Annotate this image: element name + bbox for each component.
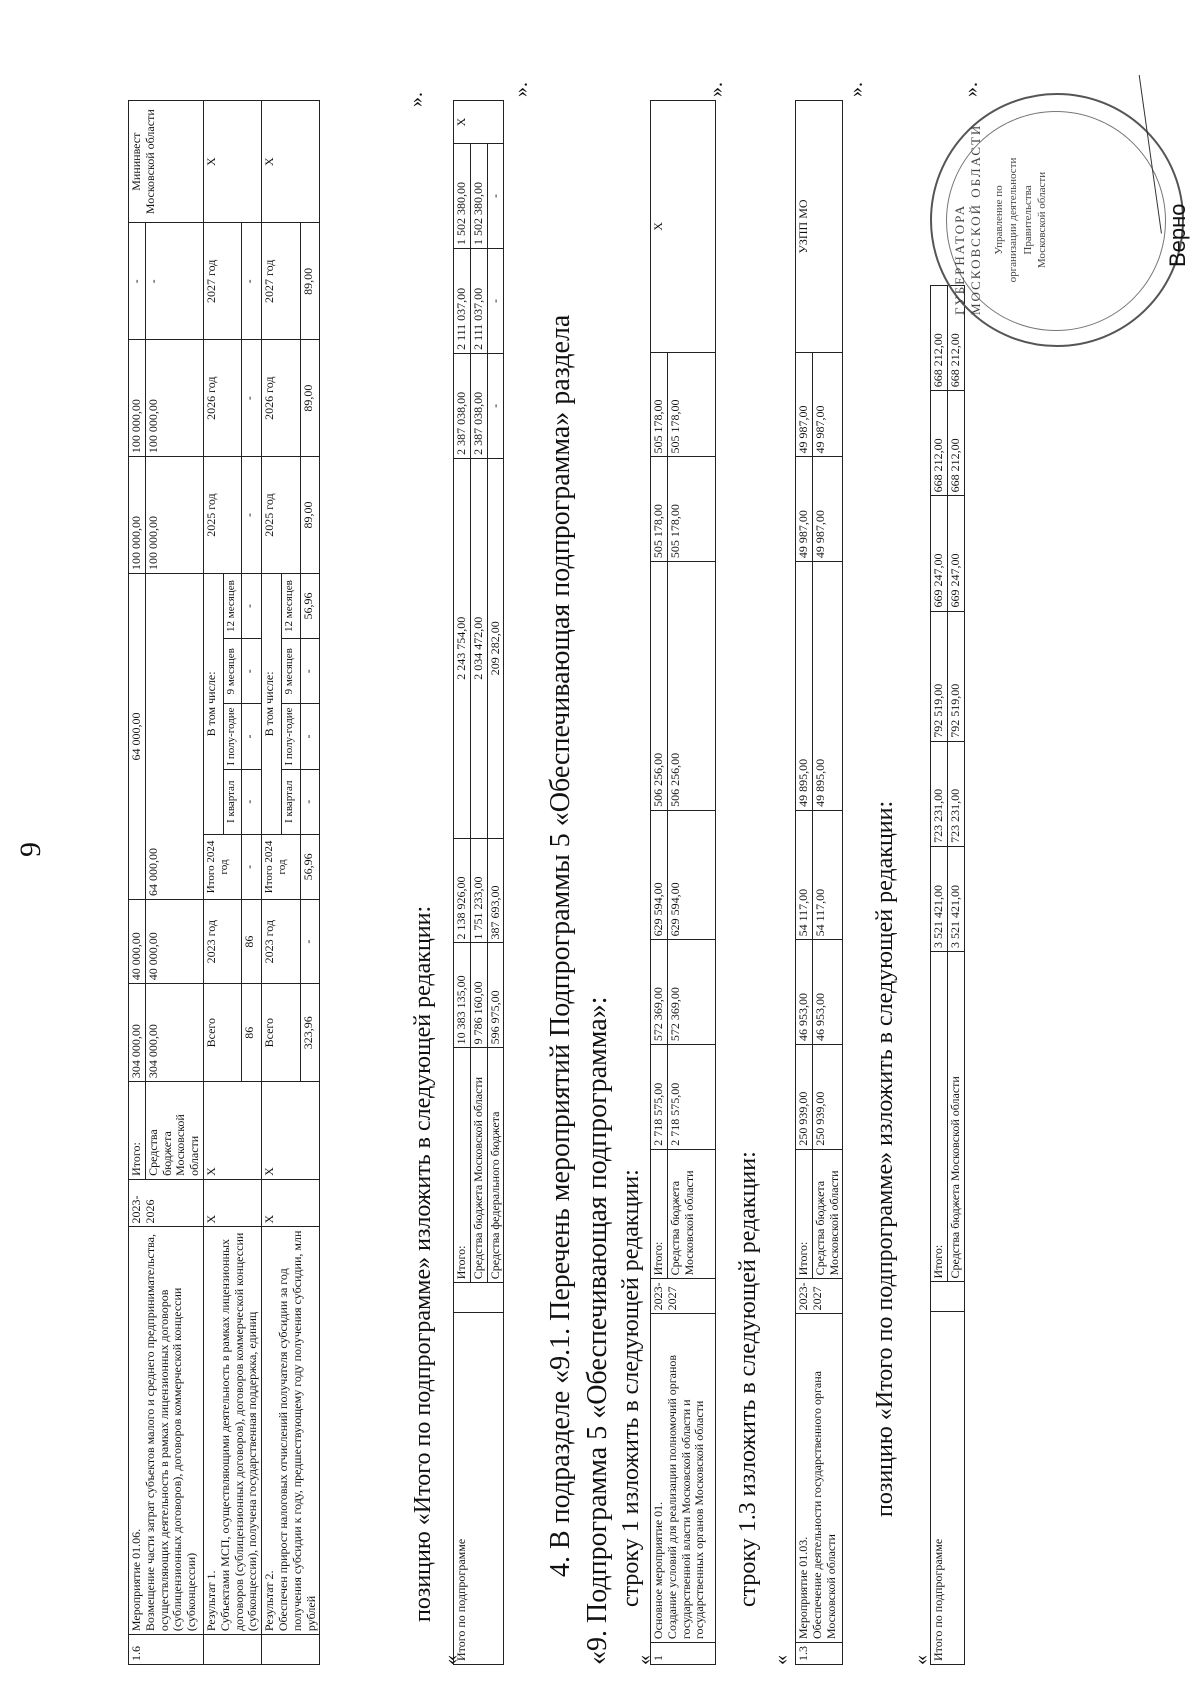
value-cell: -	[242, 704, 262, 769]
header-cell: 2023 год	[203, 900, 241, 984]
value-cell: 629 594,00	[651, 810, 668, 940]
measure-name: Основное мероприятие 01. Создание условий для реализации полномочий органов государственной власти Московской области и государственных органов Московской области	[651, 1314, 716, 1643]
value-cell: 10 383 135,00	[454, 943, 471, 1048]
value-cell: 86	[242, 900, 262, 984]
source-total: Итого:	[129, 1082, 146, 1180]
value-cell: 2 034 472,00	[470, 458, 487, 838]
instruction-text: «9. Подпрограмма 5 «Обеспечивающая подпрограмма»:	[582, 996, 613, 1665]
value-cell: 49 987,00	[812, 457, 843, 562]
closing-quote: ».	[705, 82, 727, 97]
value-cell: 572 369,00	[667, 940, 715, 1045]
value-cell: -	[300, 704, 320, 769]
value-cell: 505 178,00	[651, 457, 668, 562]
header-cell: В том числе:	[262, 573, 282, 834]
header-cell: 2027 год	[262, 223, 300, 340]
value-cell: 668 212,00	[931, 391, 948, 496]
source-cell: Средства бюджета Московской области	[470, 1048, 487, 1283]
value-cell: 56,96	[300, 573, 320, 638]
value-cell: 1 502 380,00	[470, 144, 487, 249]
value-cell: -	[129, 223, 146, 340]
x-mark: X	[454, 101, 504, 144]
x-mark: X	[262, 1082, 320, 1180]
value-cell: 505 178,00	[667, 457, 715, 562]
value-cell: 2 243 754,00	[454, 458, 471, 838]
instruction-text: 4. В подразделе «9.1. Перечень мероприятий Подпрограммы 5 «Обеспечивающая подпрограмма» раздела	[545, 314, 576, 1577]
value-cell: 250 939,00	[812, 1045, 843, 1150]
value-cell: 49 895,00	[812, 562, 843, 811]
period: 2023- 2026	[129, 1179, 204, 1227]
value-cell: -	[145, 223, 203, 340]
value-cell: 723 231,00	[931, 741, 948, 846]
stamp-inner-text: Управление по организации деятельности Правительства Московской области	[993, 157, 1048, 283]
value-cell: 100 000,00	[145, 340, 203, 457]
value-cell: 323,96	[300, 984, 320, 1082]
responsible: УЗПП МО	[796, 101, 843, 353]
value-cell: -	[487, 353, 504, 458]
x-mark: X	[203, 1179, 261, 1227]
table-measure-01-06	[128, 100, 320, 1665]
table-main-measure-01	[650, 100, 716, 1665]
header-cell: 12 месяцев	[223, 573, 241, 638]
value-cell: 64 000,00	[129, 573, 146, 899]
value-cell: 2 387 038,00	[470, 353, 487, 458]
value-cell: -	[300, 769, 320, 834]
value-cell: 506 256,00	[651, 562, 668, 811]
value-cell: -	[242, 223, 262, 340]
header-cell: 9 месяцев	[223, 639, 241, 704]
value-cell: 2 718 575,00	[667, 1045, 715, 1150]
value-cell: 669 247,00	[947, 496, 964, 611]
value-cell: -	[242, 340, 262, 457]
opening-quote: «	[770, 1655, 792, 1665]
value-cell: 668 212,00	[931, 286, 948, 391]
header-cell: 2026 год	[203, 340, 241, 457]
value-cell: 46 953,00	[796, 940, 813, 1045]
value-cell: 54 117,00	[796, 810, 813, 939]
source-cell: Средства бюджета Московской области	[947, 952, 964, 1282]
value-cell: 64 000,00	[145, 573, 203, 899]
value-cell: -	[487, 144, 504, 249]
page-number: 9	[14, 842, 47, 857]
value-cell: 669 247,00	[931, 496, 948, 611]
header-cell: 9 месяцев	[282, 639, 300, 704]
source-cell: Итого:	[651, 1149, 668, 1279]
value-cell: 387 693,00	[487, 838, 504, 943]
certified-label: Верно	[1165, 203, 1190, 267]
x-mark: X	[203, 1082, 261, 1180]
source-cell: Итого:	[796, 1149, 813, 1279]
table-row	[931, 286, 948, 1665]
value-cell: 304 000,00	[129, 984, 146, 1082]
value-cell: 89,00	[300, 457, 320, 574]
closing-quote: ».	[405, 92, 427, 107]
value-cell: 86	[242, 984, 262, 1082]
value-cell: 2 111 037,00	[470, 248, 487, 353]
result-2-name: Результат 2. Обеспечен прирост налоговых отчислений получателя субсидии за год получения субсидии к году, предшествующему году получения субсидии, млн рублей	[262, 1227, 320, 1635]
value-cell: 54 117,00	[812, 810, 843, 939]
table-row	[454, 101, 471, 1665]
x-mark: X	[262, 101, 320, 223]
closing-quote: ».	[960, 82, 982, 97]
source-mo: Средства бюджета Московской области	[145, 1082, 203, 1180]
source-cell: Итого:	[454, 1048, 471, 1283]
period: 2023- 2027	[796, 1279, 843, 1314]
value-cell: 506 256,00	[667, 562, 715, 811]
value-cell: 505 178,00	[651, 352, 668, 457]
value-cell: 2 138 926,00	[454, 838, 471, 943]
opening-quote: «	[910, 1655, 932, 1665]
source-cell: Средства бюджета Московской области	[812, 1149, 843, 1279]
value-cell: 3 521 421,00	[931, 846, 948, 951]
value-cell: 2 718 575,00	[651, 1045, 668, 1150]
source-cell: Итого:	[931, 952, 948, 1282]
responsible: Мининвест Московской области	[129, 101, 204, 223]
value-cell: 629 594,00	[667, 810, 715, 940]
header-cell: 12 месяцев	[282, 573, 300, 638]
value-cell: 9 786 160,00	[470, 943, 487, 1048]
value-cell: 1 751 233,00	[470, 838, 487, 943]
value-cell: 572 369,00	[651, 940, 668, 1045]
header-cell: Итого 2024 год	[262, 834, 300, 899]
table-row	[262, 101, 282, 1665]
value-cell: 89,00	[300, 223, 320, 340]
value-cell: 792 519,00	[947, 611, 964, 741]
table-row	[796, 101, 813, 1665]
header-cell: I квартал	[282, 769, 300, 834]
value-cell: -	[242, 457, 262, 574]
table-row	[203, 101, 223, 1665]
value-cell: 100 000,00	[129, 457, 146, 574]
value-cell: -	[487, 248, 504, 353]
header-cell: Всего	[262, 984, 300, 1082]
value-cell: 668 212,00	[947, 286, 964, 391]
value-cell: 596 975,00	[487, 943, 504, 1048]
row-number: 1	[651, 1643, 716, 1665]
row-number: 1.6	[129, 1635, 204, 1665]
instruction-text: позицию «Итого по подпрограмме» изложить в следующей редакции:	[872, 800, 898, 1517]
value-cell: 209 282,00	[487, 458, 504, 838]
value-cell: -	[242, 639, 262, 704]
table-row	[129, 101, 146, 1665]
measure-name: Мероприятие 01.03. Обеспечение деятельности государственного органа Московской области	[796, 1314, 843, 1643]
result-1-name: Результат 1. Субъектами МСП, осуществляющими деятельность в рамках лицензионных договоров (сублицензионных договоров), договоров коммерческой концессии (субконцессии), получена государственная поддержка, единиц	[203, 1227, 261, 1635]
value-cell: -	[300, 639, 320, 704]
x-mark: X	[651, 101, 716, 353]
value-cell: 49 987,00	[796, 457, 813, 562]
value-cell: 100 000,00	[129, 340, 146, 457]
table-subprogram-total	[453, 100, 504, 1665]
period: 2023- 2027	[651, 1279, 716, 1314]
value-cell: 46 953,00	[812, 940, 843, 1045]
value-cell: 2 111 037,00	[454, 248, 471, 353]
value-cell: -	[242, 573, 262, 638]
header-cell: Итого 2024 год	[203, 834, 241, 899]
header-cell: 2027 год	[203, 223, 241, 340]
header-cell: 2025 год	[203, 457, 241, 574]
value-cell: 3 521 421,00	[947, 846, 964, 951]
header-cell: I квартал	[223, 769, 241, 834]
value-cell: 723 231,00	[947, 741, 964, 846]
row-number: 1.3	[796, 1643, 843, 1665]
header-cell: В том числе:	[203, 573, 223, 834]
table-subprogram-total-2	[930, 285, 965, 1665]
source-cell: Средства федерального бюджета	[487, 1048, 504, 1283]
instruction-text: строку 1 изложить в следующей редакции:	[618, 1169, 644, 1607]
row-label: Итого по подпрограмме	[454, 1313, 504, 1665]
value-cell: 40 000,00	[129, 900, 146, 984]
instruction-text: строку 1.3 изложить в следующей редакции:	[735, 1151, 761, 1607]
header-cell: 2023 год	[262, 900, 300, 984]
table-measure-01-03	[795, 100, 843, 1665]
header-cell: I полу-годие	[282, 704, 300, 769]
row-label: Итого по подпрограмме	[931, 1312, 965, 1665]
value-cell: 668 212,00	[947, 391, 964, 496]
value-cell: 792 519,00	[931, 611, 948, 741]
source-cell: Средства бюджета Московской области	[667, 1149, 715, 1279]
instruction-text: позицию «Итого по подпрограмме» изложить в следующей редакции:	[410, 905, 436, 1622]
header-cell: 2026 год	[262, 340, 300, 457]
value-cell: 505 178,00	[667, 352, 715, 457]
value-cell: -	[300, 900, 320, 984]
x-mark: X	[203, 101, 261, 223]
value-cell: 49 895,00	[796, 562, 813, 811]
value-cell: 304 000,00	[145, 984, 203, 1082]
value-cell: 1 502 380,00	[454, 144, 471, 249]
closing-quote: ».	[510, 82, 532, 97]
stamp-outer-text: ГУБЕРНАТОРА МОСКОВСКОЙ ОБЛАСТИ	[952, 123, 983, 315]
table-row	[651, 101, 668, 1665]
value-cell: 2 387 038,00	[454, 353, 471, 458]
value-cell: 89,00	[300, 340, 320, 457]
header-cell: I полу-годие	[223, 704, 241, 769]
value-cell: 49 987,00	[812, 352, 843, 457]
opening-quote: «	[633, 1655, 655, 1665]
value-cell: -	[242, 834, 262, 899]
header-cell: 2025 год	[262, 457, 300, 574]
value-cell: 100 000,00	[145, 457, 203, 574]
value-cell: 250 939,00	[796, 1045, 813, 1150]
value-cell: 49 987,00	[796, 352, 813, 457]
measure-name: Мероприятие 01.06. Возмещение части затрат субъектов малого и среднего предпринимательства, осуществляющих деятельность в рамках лицензионных договоров (сублицензионных договоров), договоров коммерческой концессии (субконцессии)	[129, 1227, 204, 1635]
header-cell: Всего	[203, 984, 241, 1082]
value-cell: 40 000,00	[145, 900, 203, 984]
closing-quote: ».	[845, 82, 867, 97]
value-cell: -	[242, 769, 262, 834]
opening-quote: «	[440, 1655, 462, 1665]
x-mark: X	[262, 1179, 320, 1227]
value-cell: 56,96	[300, 834, 320, 899]
